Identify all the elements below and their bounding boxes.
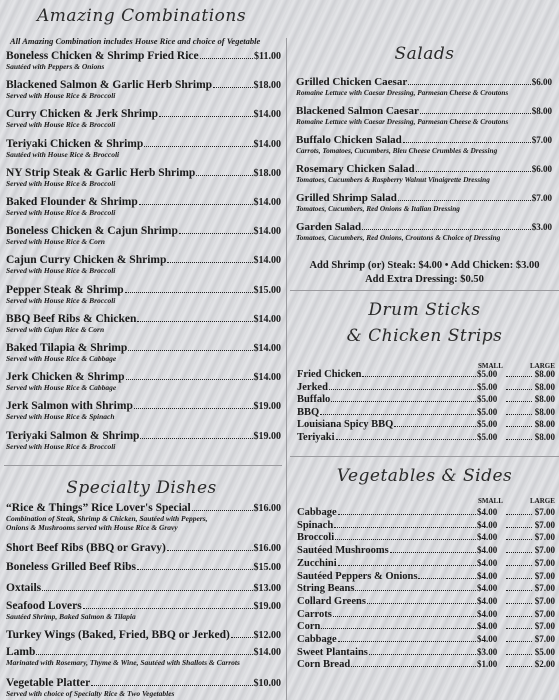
- salad-name: Blackened Salmon Caesar: [296, 105, 419, 117]
- dot-leader: [506, 401, 532, 402]
- combo-price: $19.00: [253, 401, 281, 413]
- dot-leader: [369, 654, 476, 655]
- specialty-price: $13.00: [253, 583, 281, 594]
- drumstick-large-price: $8.00: [534, 432, 555, 442]
- drumstick-name: Jerked: [297, 381, 328, 393]
- vegetable-row: [297, 520, 555, 531]
- specialty-item: [6, 677, 281, 698]
- combo-price: $14.00: [253, 343, 281, 354]
- combo-price: $14.00: [253, 255, 281, 267]
- combo-desc: Served with House Rice & Broccoli: [6, 441, 116, 451]
- dot-leader: [334, 527, 476, 528]
- salad-price: $6.00: [531, 77, 552, 87]
- dot-leader: [336, 439, 476, 440]
- combo-desc: Served with House Rice & Broccoli: [6, 295, 116, 305]
- combo-name: Teriyaki Salmon & Shrimp: [6, 429, 140, 442]
- dot-leader: [506, 389, 532, 390]
- specialty-price: $14.00: [253, 647, 281, 658]
- specialty-name: Lamb: [6, 646, 36, 658]
- dot-leader: [416, 171, 531, 172]
- combo-name: BBQ Beef Ribs & Chicken: [6, 312, 137, 325]
- combo-price: $14.00: [253, 138, 281, 150]
- vegetable-name: Sweet Plantains: [297, 646, 368, 658]
- vegetable-large-price: $7.00: [534, 595, 555, 606]
- vegetable-row: [297, 609, 555, 620]
- combo-desc: Sautéed with House Rice & Broccoli: [6, 149, 120, 159]
- drumstick-large-price: $8.00: [534, 406, 555, 417]
- dot-leader: [362, 376, 476, 377]
- vegetable-row: [297, 571, 555, 582]
- dot-leader: [362, 229, 531, 230]
- combo-name: Jerk Chicken & Shrimp: [6, 371, 125, 384]
- combo-desc: Served with House Rice & Spinach: [6, 412, 115, 422]
- dot-leader: [140, 438, 252, 439]
- vegetable-row: [297, 596, 555, 607]
- dot-leader: [159, 116, 252, 117]
- dot-leader: [506, 439, 532, 440]
- vegetable-name: Corn: [297, 621, 321, 633]
- combo-row: [6, 138, 281, 150]
- vegetable-large-price: $7.00: [534, 634, 555, 644]
- combo-desc: Served with House Rice & Broccoli: [6, 120, 116, 130]
- dot-leader: [506, 527, 532, 528]
- salad-row: [296, 163, 552, 175]
- vegetable-small-price: $4.00: [477, 595, 498, 606]
- specialty-name: Oxtails: [6, 582, 42, 594]
- salad-row: [296, 221, 552, 233]
- salads-addon-2: Add Extra Dressing: $0.50: [365, 274, 484, 285]
- dot-leader: [338, 514, 476, 515]
- vegetable-name: String Beans: [297, 583, 355, 595]
- dot-leader: [351, 666, 476, 667]
- dot-leader: [331, 401, 476, 402]
- combo-name: Baked Tilapia & Shrimp: [6, 342, 128, 354]
- drumstick-row: [297, 382, 555, 393]
- dot-leader: [338, 641, 476, 642]
- combo-row: [6, 79, 281, 91]
- drumstick-large-price: $8.00: [534, 381, 555, 392]
- drumstick-name: Louisiana Spicy BBQ: [297, 419, 394, 431]
- vegetable-small-price: $3.00: [477, 646, 498, 657]
- dot-leader: [231, 637, 253, 638]
- salads-addon-1: Add Shrimp (or) Steak: $4.00 • Add Chicken: $3.00: [309, 260, 540, 271]
- drumsticks-small-header: SMALL: [478, 362, 503, 370]
- specialty-item: [6, 646, 281, 667]
- specialty-desc: Sautéed Shrimp, Baked Salmon & Tilapia: [6, 612, 136, 621]
- combo-item: [6, 79, 281, 100]
- specialty-row: [6, 502, 281, 514]
- drumstick-row: [297, 407, 555, 418]
- salad-price: $6.00: [531, 164, 552, 174]
- combo-row: [6, 371, 281, 383]
- salad-item: [296, 76, 552, 97]
- specialty-name: Boneless Grilled Beef Ribs: [6, 561, 137, 573]
- dot-leader: [321, 628, 476, 629]
- dot-leader: [506, 603, 532, 604]
- salad-row: [296, 76, 552, 88]
- combo-desc: Served with House Rice & Corn: [6, 237, 105, 247]
- vegetable-name: Zucchini: [297, 557, 337, 569]
- dot-leader: [137, 321, 252, 322]
- dot-leader: [192, 510, 253, 511]
- combo-name: Baked Flounder & Shrimp: [6, 196, 138, 208]
- salad-name: Grilled Shrimp Salad: [296, 192, 397, 204]
- drumstick-name: Fried Chicken: [297, 369, 362, 380]
- vegetable-small-price: $4.00: [477, 621, 498, 632]
- specialty-price: $16.00: [253, 543, 281, 554]
- vegetable-small-price: $4.00: [477, 545, 498, 556]
- drumstick-small-price: $5.00: [477, 394, 498, 405]
- section-divider-right-1: [290, 290, 559, 291]
- vegetable-name: Corn Bread: [297, 659, 351, 671]
- dot-leader: [139, 204, 253, 205]
- combo-item: [6, 167, 281, 188]
- salad-item: [296, 192, 552, 213]
- dot-leader: [335, 539, 476, 540]
- combo-row: [6, 284, 281, 296]
- salad-desc: Carrots, Tomatoes, Cucumbers, Bleu Cheese Crumbles & Dressing: [296, 146, 498, 155]
- drumstick-small-price: $5.00: [477, 369, 498, 379]
- combo-row: [6, 50, 281, 62]
- salad-row: [296, 192, 552, 204]
- vegetables-title: Vegetables & Sides: [336, 466, 513, 486]
- drumstick-name: BBQ: [297, 406, 320, 418]
- combo-item: [6, 50, 281, 71]
- dot-leader: [134, 408, 253, 409]
- combo-name: NY Strip Steak & Garlic Herb Shrimp: [6, 166, 196, 179]
- dot-leader: [408, 84, 531, 85]
- salad-item: [296, 134, 552, 155]
- combinations-title: Amazing Combinations: [36, 6, 247, 26]
- specialty-desc-2: Onions & Mushrooms served with House Rice & Gravy: [6, 523, 178, 532]
- dot-leader: [506, 539, 532, 540]
- combo-item: [6, 108, 281, 129]
- drumstick-large-price: $8.00: [534, 419, 555, 430]
- specialty-price: $19.00: [253, 601, 281, 612]
- drumstick-small-price: $5.00: [477, 406, 498, 417]
- vegetable-small-price: $4.00: [477, 557, 498, 568]
- drumsticks-title-2: & Chicken Strips: [346, 326, 503, 346]
- dot-leader: [200, 58, 253, 59]
- salad-desc: Romaine Lettuce with Caesar Dressing, Parmesan Cheese & Croutons: [296, 88, 509, 97]
- vegetable-name: Sautéed Peppers & Onions: [297, 570, 418, 582]
- combo-name: Jerk Salmon with Shrimp: [6, 400, 133, 413]
- vegetable-small-price: $4.00: [477, 507, 498, 517]
- vegetable-small-price: $4.00: [477, 570, 498, 581]
- dot-leader: [420, 113, 531, 114]
- dot-leader: [320, 414, 476, 415]
- combo-row: [6, 108, 281, 120]
- vegetable-row: [297, 583, 555, 594]
- vegetable-small-price: $4.00: [477, 532, 498, 543]
- dot-leader: [506, 552, 532, 553]
- drumsticks-large-header: LARGE: [530, 362, 555, 370]
- dot-leader: [338, 565, 476, 566]
- dot-leader: [126, 379, 253, 380]
- vegetable-small-price: $4.00: [477, 583, 498, 594]
- dot-leader: [506, 641, 532, 642]
- dot-leader: [394, 426, 476, 427]
- dot-leader: [144, 146, 252, 147]
- combinations-note: All Amazing Combination includes House Rice and choice of Vegetable: [10, 36, 261, 46]
- drumstick-name: Teriyaki: [297, 432, 335, 443]
- drumstick-large-price: $8.00: [534, 369, 555, 379]
- section-divider-right-2: [290, 456, 559, 457]
- vegetable-large-price: $2.00: [534, 659, 555, 670]
- dot-leader: [403, 142, 531, 143]
- combo-item: [6, 342, 281, 363]
- vegetable-name: Cabbage: [297, 634, 337, 645]
- combo-row: [6, 400, 281, 412]
- combo-item: [6, 430, 281, 451]
- specialty-item: [6, 582, 281, 594]
- dot-leader: [137, 569, 252, 570]
- specialty-row: [6, 542, 281, 554]
- dot-leader: [506, 514, 532, 515]
- combo-price: $19.00: [253, 430, 281, 442]
- specialty-title: Specialty Dishes: [66, 478, 217, 498]
- dot-leader: [196, 175, 252, 176]
- dot-leader: [91, 685, 252, 686]
- dot-leader: [506, 578, 532, 579]
- combo-name: Pepper Steak & Shrimp: [6, 283, 124, 296]
- specialty-name: Short Beef Ribs (BBQ or Gravy): [6, 542, 166, 554]
- dot-leader: [355, 590, 476, 591]
- combo-price: $18.00: [253, 167, 281, 179]
- dot-leader: [390, 552, 476, 553]
- vegetable-large-price: $7.00: [534, 621, 555, 632]
- combo-price: $11.00: [254, 51, 281, 62]
- specialty-item: [6, 600, 281, 621]
- vegetable-name: Spinach: [297, 519, 334, 531]
- combo-row: [6, 225, 281, 237]
- vegetable-row: [297, 621, 555, 632]
- salad-desc: Tomatoes, Cucumbers, Red Onions & Italian Dressing: [296, 204, 460, 213]
- dot-leader: [506, 628, 532, 629]
- vegetable-name: Broccoli: [297, 532, 335, 544]
- specialty-item: [6, 502, 281, 532]
- specialty-row: [6, 629, 281, 641]
- vegetable-small-price: $4.00: [477, 608, 498, 619]
- vegetable-large-price: $7.00: [534, 570, 555, 581]
- vegetable-row: [297, 647, 555, 658]
- specialty-item: [6, 561, 281, 573]
- dot-leader: [329, 389, 476, 390]
- drumstick-small-price: $5.00: [477, 432, 498, 442]
- specialty-desc: Combination of Steak, Shrimp & Chicken, Sautéed with Peppers,: [6, 514, 208, 523]
- combo-name: Cajun Curry Chicken & Shrimp: [6, 254, 167, 267]
- salad-price: $8.00: [531, 106, 552, 116]
- combo-item: [6, 196, 281, 217]
- combo-name: Boneless Chicken & Shrimp Fried Rice: [6, 50, 199, 62]
- salad-row: [296, 134, 552, 146]
- vegetable-row: [297, 507, 555, 518]
- combo-row: [6, 167, 281, 179]
- combo-item: [6, 225, 281, 246]
- combo-desc: Served with House Rice & Cabbage: [6, 354, 117, 363]
- specialty-price: $15.00: [253, 562, 281, 573]
- vegetable-large-price: $7.00: [534, 583, 555, 594]
- specialty-item: [6, 542, 281, 554]
- dot-leader: [83, 608, 253, 609]
- drumstick-large-price: $8.00: [534, 394, 555, 405]
- dot-leader: [213, 87, 252, 88]
- vegetable-row: [297, 659, 555, 670]
- specialty-row: [6, 646, 281, 658]
- combo-name: Curry Chicken & Jerk Shrimp: [6, 108, 159, 121]
- specialty-price: $16.00: [253, 503, 281, 514]
- section-divider-left: [4, 465, 282, 466]
- combo-price: $15.00: [253, 284, 281, 296]
- combo-row: [6, 313, 281, 325]
- drumstick-row: [297, 432, 555, 443]
- vegetable-large-price: $7.00: [534, 608, 555, 619]
- salad-name: Garden Salad: [296, 221, 362, 233]
- combo-name: Teriyaki Chicken & Shrimp: [6, 137, 144, 150]
- vegetables-large-header: LARGE: [530, 497, 555, 505]
- salad-name: Rosemary Chicken Salad: [296, 163, 415, 175]
- vegetable-name: Sautéed Mushrooms: [297, 545, 389, 557]
- specialty-item: [6, 629, 281, 641]
- column-divider: [286, 38, 287, 700]
- dot-leader: [42, 590, 252, 591]
- salad-desc: Romaine Lettuce with Caesar Dressing, Parmesan Cheese & Croutons: [296, 117, 509, 126]
- dot-leader: [506, 376, 532, 377]
- salads-title: Salads: [394, 44, 455, 64]
- salad-price: $3.00: [531, 222, 552, 232]
- dot-leader: [506, 616, 532, 617]
- specialty-desc: Served with choice of Specialty Rice & Two Vegetables: [6, 689, 175, 698]
- dot-leader: [333, 616, 476, 617]
- vegetable-name: Collard Greens: [297, 595, 366, 607]
- combo-item: [6, 313, 281, 334]
- combo-desc: Served with House Rice & Broccoli: [6, 208, 116, 217]
- salad-name: Grilled Chicken Caesar: [296, 76, 408, 88]
- dot-leader: [418, 578, 476, 579]
- specialty-price: $12.00: [253, 630, 281, 641]
- combo-price: $14.00: [253, 226, 281, 238]
- combo-price: $18.00: [253, 80, 281, 92]
- combo-row: [6, 342, 281, 354]
- dot-leader: [398, 200, 531, 201]
- salad-name: Buffalo Chicken Salad: [296, 134, 402, 146]
- dot-leader: [125, 292, 253, 293]
- drumstick-row: [297, 394, 555, 405]
- combo-desc: Served with Cajun Rice & Corn: [6, 324, 105, 334]
- combo-item: [6, 371, 281, 392]
- salad-item: [296, 163, 552, 184]
- combo-desc: Served with House Rice & Broccoli: [6, 178, 116, 188]
- drumstick-small-price: $5.00: [477, 381, 498, 392]
- dot-leader: [506, 426, 532, 427]
- dot-leader: [506, 565, 532, 566]
- dot-leader: [128, 350, 252, 351]
- salad-price: $7.00: [531, 193, 552, 203]
- specialty-name: “Rice & Things” Rice Lover's Special: [6, 502, 191, 514]
- dot-leader: [506, 654, 532, 655]
- combo-item: [6, 254, 281, 275]
- vegetables-small-header: SMALL: [478, 497, 503, 505]
- vegetable-large-price: $7.00: [534, 507, 555, 517]
- dot-leader: [367, 603, 476, 604]
- specialty-name: Turkey Wings (Baked, Fried, BBQ or Jerked): [6, 629, 230, 641]
- salad-row: [296, 105, 552, 117]
- vegetable-row: [297, 545, 555, 556]
- combo-desc: Served with House Rice & Cabbage: [6, 383, 117, 393]
- dot-leader: [506, 590, 532, 591]
- drumsticks-title-1: Drum Sticks: [368, 300, 481, 320]
- specialty-row: [6, 677, 281, 689]
- combo-row: [6, 254, 281, 266]
- combo-name: Boneless Chicken & Cajun Shrimp: [6, 225, 178, 238]
- dot-leader: [167, 262, 252, 263]
- vegetable-name: Cabbage: [297, 507, 337, 518]
- vegetable-name: Carrots: [297, 608, 332, 620]
- combo-row: [6, 430, 281, 442]
- specialty-price: $10.00: [253, 678, 281, 689]
- vegetable-row: [297, 558, 555, 569]
- drumstick-small-price: $5.00: [477, 419, 498, 430]
- specialty-name: Seafood Lovers: [6, 600, 82, 612]
- combo-row: [6, 196, 281, 208]
- combo-desc: Sautéed with Peppers & Onions: [6, 62, 105, 71]
- salad-price: $7.00: [531, 135, 552, 145]
- salad-item: [296, 105, 552, 126]
- specialty-row: [6, 600, 281, 612]
- vegetable-large-price: $7.00: [534, 557, 555, 568]
- dot-leader: [167, 550, 253, 551]
- combo-price: $14.00: [253, 313, 281, 325]
- dot-leader: [506, 414, 532, 415]
- salad-desc: Tomatoes, Cucumbers & Raspberry Walnut Vinaigrette Dressing: [296, 175, 490, 184]
- combo-item: [6, 400, 281, 421]
- specialty-name: Vegetable Platter: [6, 677, 91, 689]
- combo-price: $14.00: [253, 197, 281, 208]
- vegetable-large-price: $7.00: [534, 532, 555, 543]
- specialty-row: [6, 561, 281, 573]
- combo-price: $14.00: [253, 109, 281, 121]
- dot-leader: [36, 654, 252, 655]
- combo-name: Blackened Salmon & Garlic Herb Shrimp: [6, 79, 213, 92]
- specialty-desc: Marinated with Rosemary, Thyme & Wine, Sautéed with Shallots & Carrots: [6, 658, 240, 667]
- dot-leader: [179, 233, 253, 234]
- combo-desc: Served with House Rice & Broccoli: [6, 91, 116, 101]
- vegetable-row: [297, 532, 555, 543]
- vegetable-large-price: $7.00: [534, 545, 555, 556]
- vegetable-row: [297, 634, 555, 645]
- dot-leader: [506, 666, 532, 667]
- drumstick-row: [297, 369, 555, 380]
- vegetable-small-price: $4.00: [477, 519, 498, 530]
- salad-item: [296, 221, 552, 242]
- vegetable-large-price: $5.00: [534, 646, 555, 657]
- specialty-row: [6, 582, 281, 594]
- vegetable-small-price: $1.00: [477, 659, 498, 670]
- combo-item: [6, 284, 281, 305]
- drumstick-name: Buffalo: [297, 394, 331, 406]
- combo-price: $14.00: [253, 372, 281, 384]
- salad-desc: Tomatoes, Cucumbers, Red Onions, Croutons & Choice of Dressing: [296, 233, 501, 242]
- vegetable-large-price: $7.00: [534, 519, 555, 530]
- combo-item: [6, 138, 281, 159]
- vegetable-small-price: $4.00: [477, 634, 498, 644]
- combo-desc: Served with House Rice & Broccoli: [6, 266, 116, 276]
- drumstick-row: [297, 419, 555, 430]
